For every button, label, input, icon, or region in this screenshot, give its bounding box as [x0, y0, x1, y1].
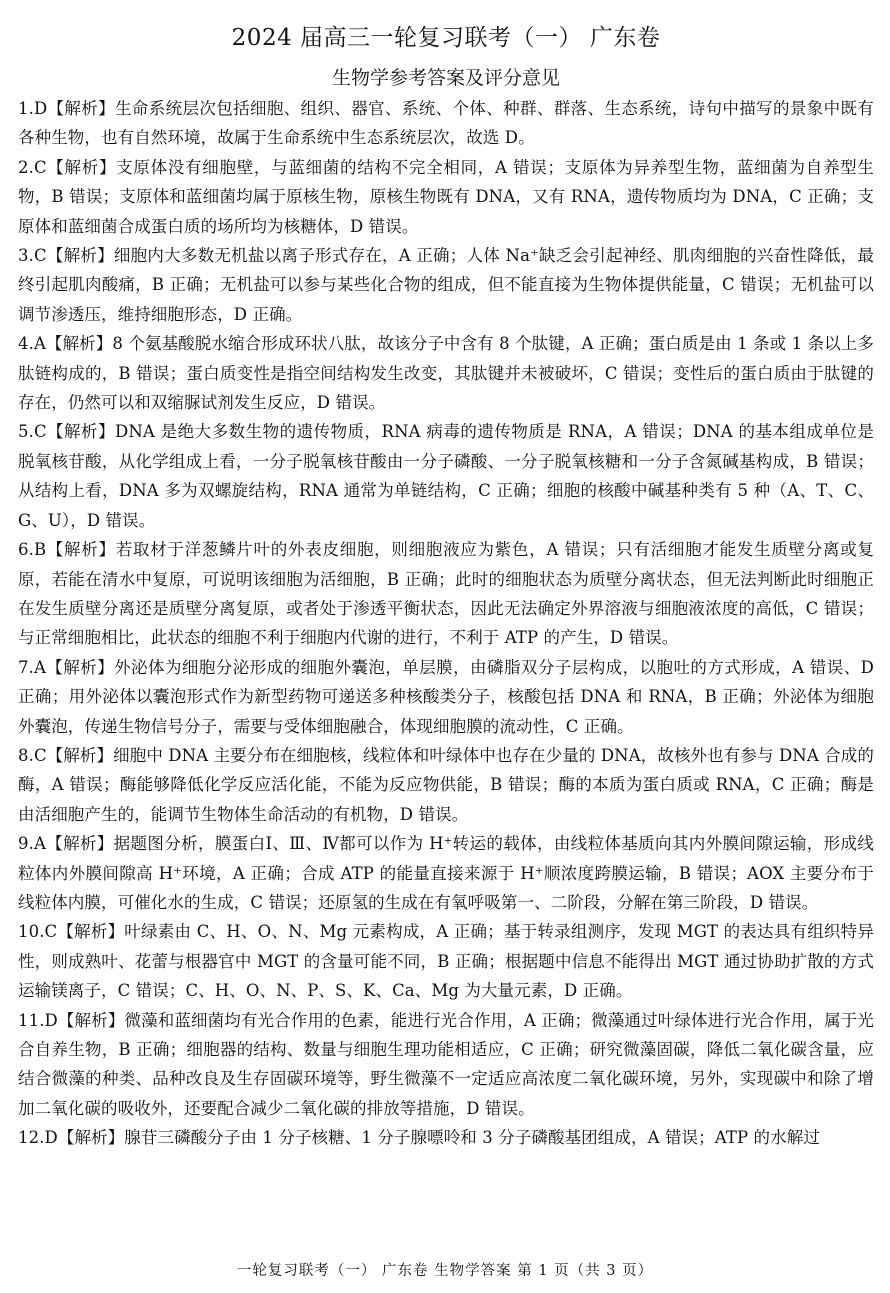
answer-item-9: 9.A【解析】据题图分析，膜蛋白Ⅰ、Ⅲ、Ⅳ都可以作为 H⁺转运的载体，由线粒体基质向其内外膜间隙运输，形成线粒体内外膜间隙高 H⁺环境，A 正确；合成 ATP 的能量直接来源于 H⁺顺浓度跨膜运输，B 错误；AOX 主要分布于线粒体内膜，可催化水的生成，C 错误；还原氢的生成在有氧呼吸第一、二阶段，分解在第三阶段，D 错误。	[18, 834, 874, 912]
answer-item-4: 4.A【解析】8 个氨基酸脱水缩合形成环状八肽，故该分子中含有 8 个肽键，A 正确；蛋白质是由 1 条或 1 条以上多肽链构成的，B 错误；蛋白质变性是指空间结构发生改变，其肽键并未被破坏，C 错误；变性后的蛋白质由于肽键的存在，仍然可以和双缩脲试剂发生反应，D 错误。	[18, 334, 874, 413]
page-title: 2024 届高三一轮复习联考（一） 广东卷	[231, 25, 661, 51]
answer-list	[18, 94, 874, 1153]
answer-item-3: 3.C【解析】细胞内大多数无机盐以离子形式存在，A 正确；人体 Na⁺缺乏会引起神经、肌肉细胞的兴奋性降低，最终引起肌肉酸痛，B 正确；无机盐可以参与某些化合物的组成，但不能直接为生物体提供能量，C 错误；无机盐可以调节渗透压，维持细胞形态，D 正确。	[18, 246, 874, 324]
answer-item-1: 1.D【解析】生命系统层次包括细胞、组织、器官、系统、个体、种群、群落、生态系统，诗句中描写的景象中既有各种生物，也有自然环境，故属于生命系统中生态系统层次，故选 D。	[18, 99, 874, 148]
answer-item-2: 2.C【解析】支原体没有细胞壁，与蓝细菌的结构不完全相同，A 错误；支原体为异养型生物，蓝细菌为自养型生物，B 错误；支原体和蓝细菌均属于原核生物，原核生物既有 DNA，又有 RNA，遗传物质均为 DNA，C 正确；支原体和蓝细菌合成蛋白质的场所均为核糖体，D 错误。	[18, 157, 874, 236]
answer-item-10: 10.C【解析】叶绿素由 C、H、O、N、Mg 元素构成，A 正确；基于转录组测序，发现 MGT 的表达具有组织特异性，则成熟叶、花蕾与根器官中 MGT 的含量可能不同，B 正确；根据题中信息不能得出 MGT 通过协助扩散的方式运输镁离子，C 错误；C、H、O、N、P、S、K、Ca、Mg 为大量元素，D 正确。	[18, 922, 874, 1001]
answer-item-7: 7.A【解析】外泌体为细胞分泌形成的细胞外囊泡，单层膜，由磷脂双分子层构成，以胞吐的方式形成，A 错误、D 正确；用外泌体以囊泡形式作为新型药物可递送多种核酸类分子，核酸包括 DNA 和 RNA，B 正确；外泌体为细胞外囊泡，传递生物信号分子，需要与受体细胞融合，体现细胞膜的流动性，C 正确。	[18, 657, 874, 736]
answer-item-5: 5.C【解析】DNA 是绝大多数生物的遗传物质，RNA 病毒的遗传物质是 RNA，A 错误；DNA 的基本组成单位是脱氧核苷酸，从化学组成上看，一分子脱氧核苷酸由一分子磷酸、一分子脱氧核糖和一分子含氮碱基构成，B 错误；从结构上看，DNA 多为双螺旋结构，RNA 通常为单链结构，C 正确；细胞的核酸中碱基种类有 5 种（A、T、C、G、U），D 错误。	[18, 422, 874, 530]
page-footer: 一轮复习联考（一） 广东卷 生物学答案 第 1 页（共 3 页）	[236, 1263, 654, 1279]
answer-item-11: 11.D【解析】微藻和蓝细菌均有光合作用的色素，能进行光合作用，A 正确；微藻通过叶绿体进行光合作用，属于光合自养生物，B 正确；细胞器的结构、数量与细胞生理功能相适应，C 正确；研究微藻固碳，降低二氧化碳含量，应结合微藻的种类、品种改良及生存固碳环境等，野生微藻不一定适应高浓度二氧化碳环境，另外，实现碳中和除了增加二氧化碳的吸收外，还要配合减少二氧化碳的排放等措施，D 错误。	[18, 1010, 874, 1118]
page-subtitle: 生物学参考答案及评分意见	[331, 67, 560, 89]
answer-item-6: 6.B【解析】若取材于洋葱鳞片叶的外表皮细胞，则细胞液应为紫色，A 错误；只有活细胞才能发生质壁分离或复原，若能在清水中复原，可说明该细胞为活细胞，B 正确；此时的细胞状态为质壁分离状态，但无法判断此时细胞正在发生质壁分离还是质壁分离复原，或者处于渗透平衡状态，因此无法确定外界溶液与细胞液浓度的高低，C 错误；与正常细胞相比，此状态的细胞不利于细胞内代谢的进行，不利于 ATP 的产生，D 错误。	[18, 540, 874, 648]
answer-item-12: 12.D【解析】腺苷三磷酸分子由 1 分子核糖、1 分子腺嘌呤和 3 分子磷酸基团组成，A 错误；ATP 的水解过	[18, 1128, 820, 1148]
answer-item-8: 8.C【解析】细胞中 DNA 主要分布在细胞核，线粒体和叶绿体中也存在少量的 DNA，故核外也有参与 DNA 合成的酶，A 错误；酶能够降低化学反应活化能，不能为反应物供能，B 错误；酶的本质为蛋白质或 RNA，C 正确；酶是由活细胞产生的，能调节生物体生命活动的有机物，D 错误。	[18, 745, 874, 824]
